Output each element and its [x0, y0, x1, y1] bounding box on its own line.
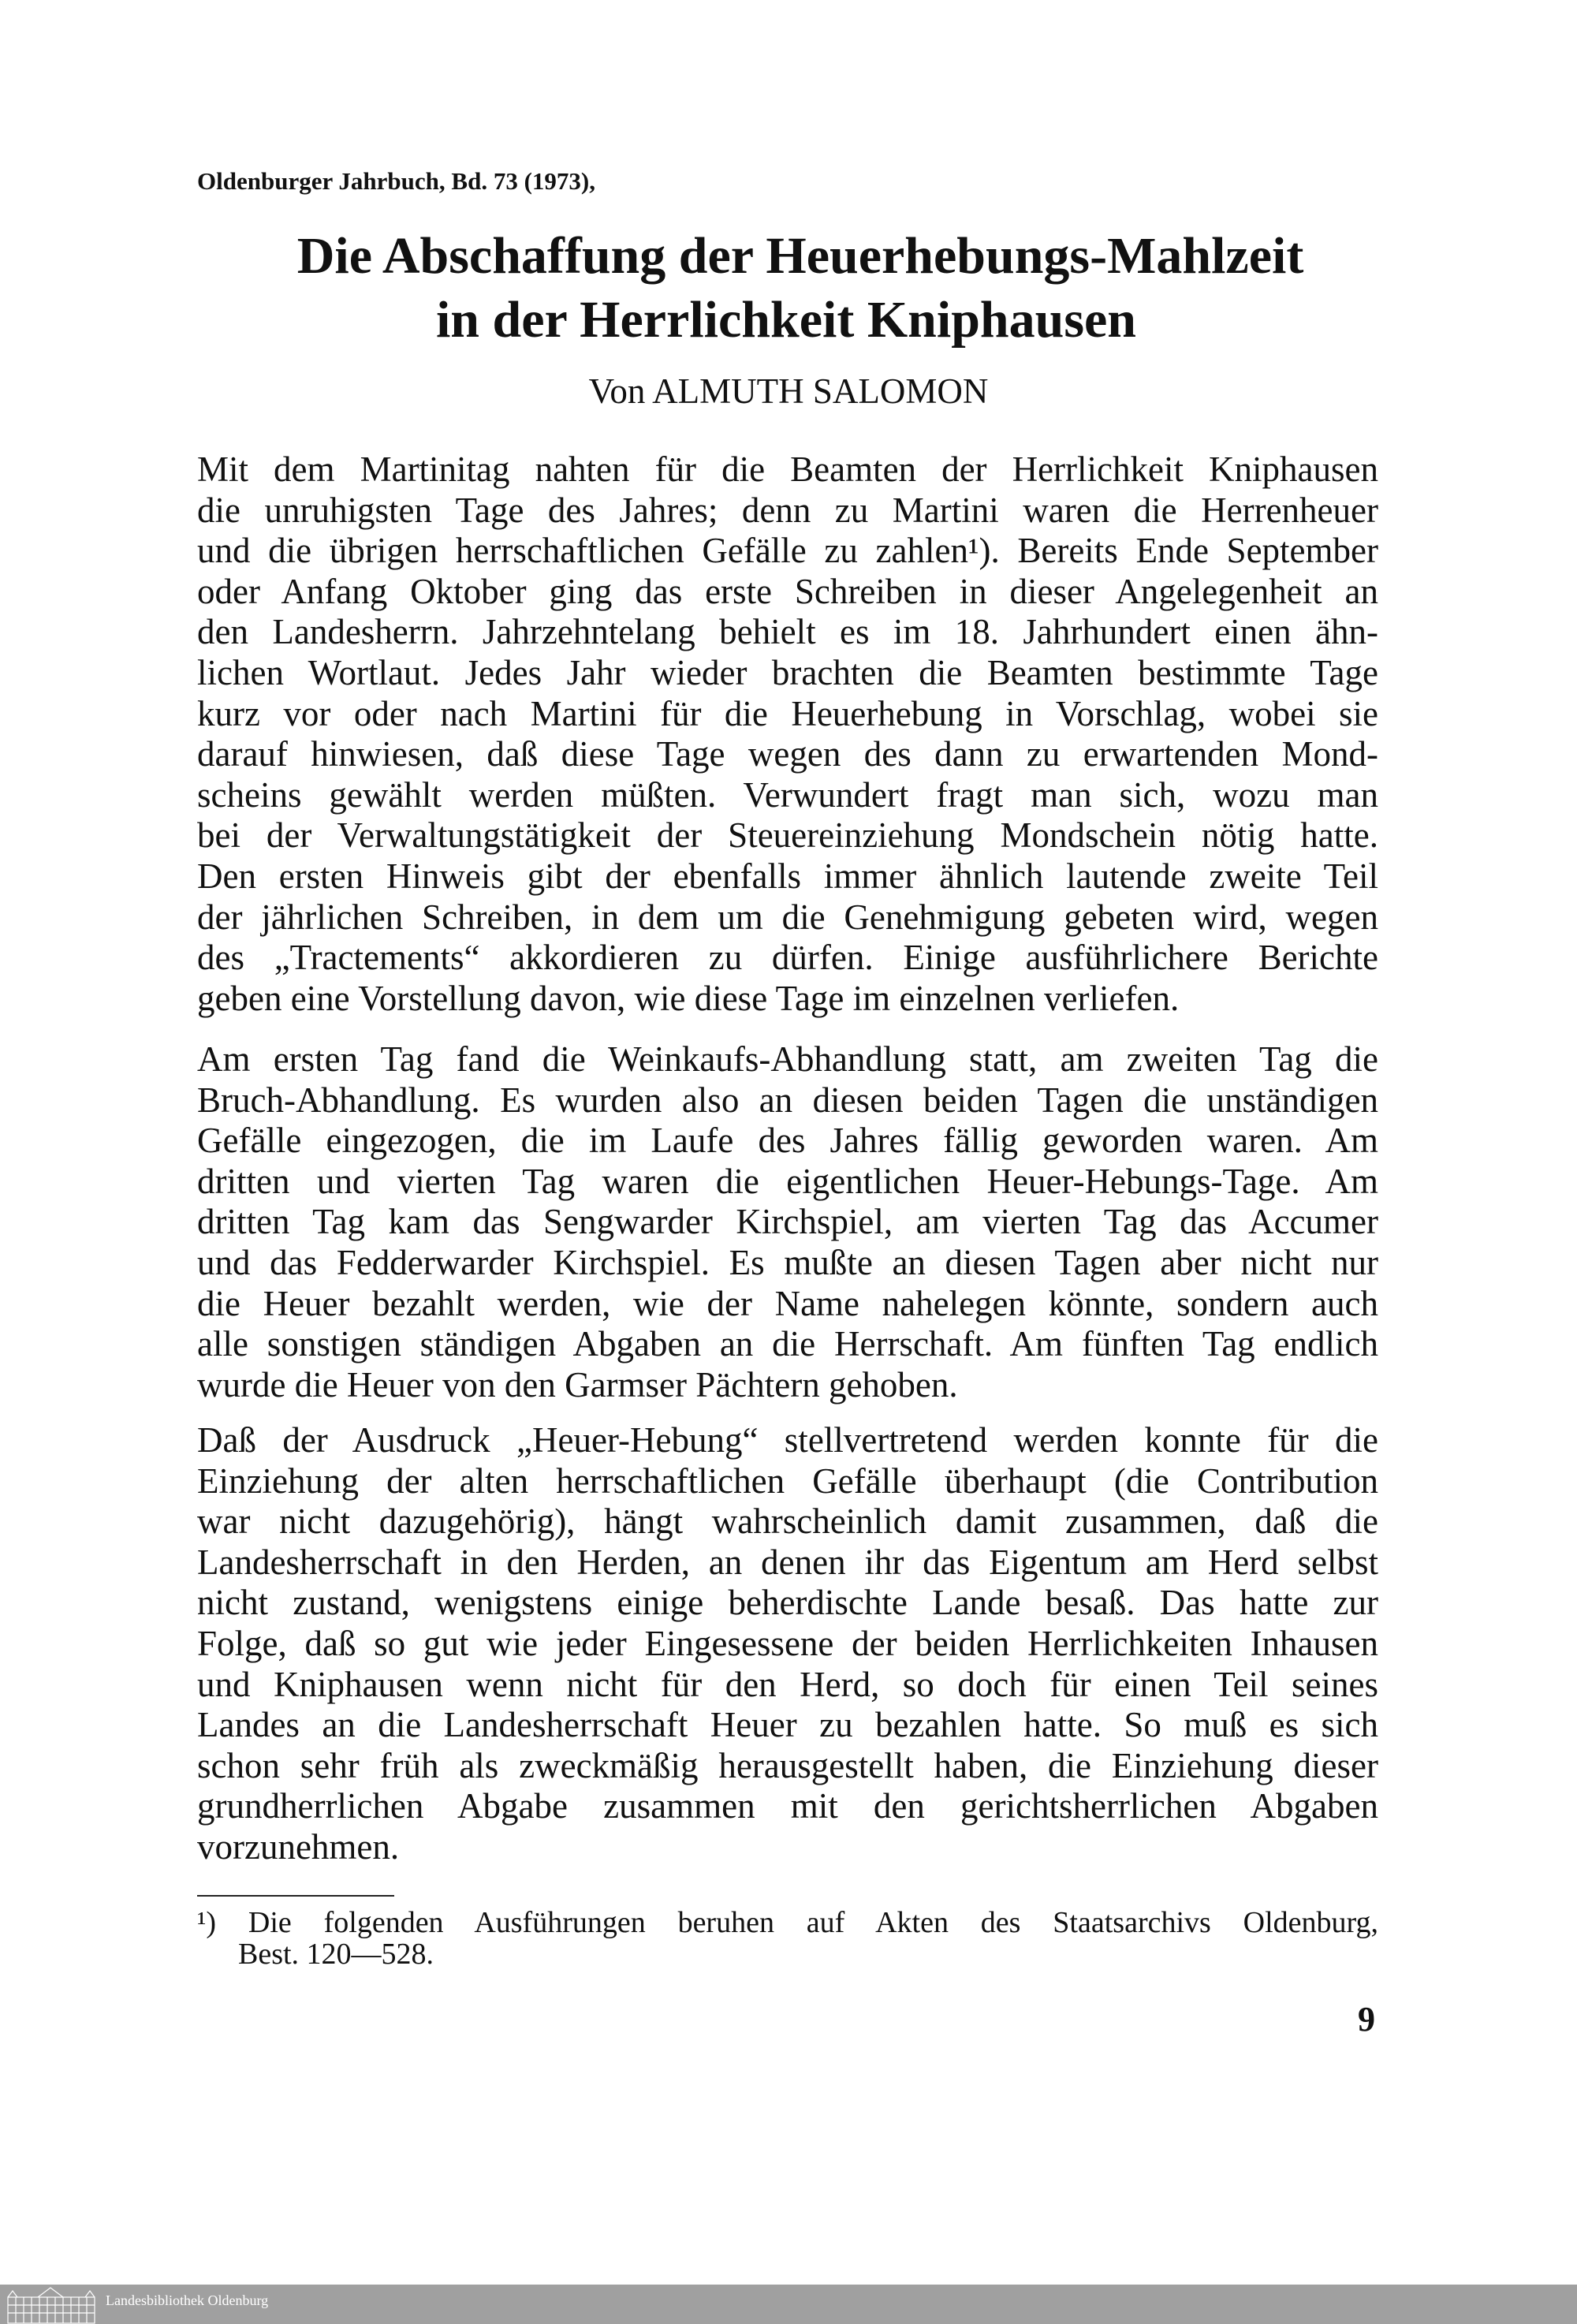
text-line: scheins gewählt werden müßten. Verwundert fragt man sich, wozu man	[197, 774, 1378, 815]
text-line: Daß der Ausdruck „Heuer-Hebung“ stellvertretend werden konnte für die	[197, 1420, 1378, 1460]
text-line: wurde die Heuer von den Garmser Pächtern gehoben.	[197, 1364, 958, 1404]
author-byline: Von ALMUTH SALOMON	[588, 371, 989, 411]
text-line: Gefälle eingezogen, die im Laufe des Jahres fällig geworden waren. Am	[197, 1121, 1378, 1161]
journal-citation: Oldenburger Jahrbuch, Bd. 73 (1973),	[197, 167, 595, 195]
text-line: die unruhigsten Tage des Jahres; denn zu Martini waren die Herrenheuer	[197, 490, 1378, 530]
text-line: war nicht dazugehörig), hängt wahrscheinlich damit zusammen, daß die	[197, 1501, 1378, 1542]
footnote-line: ¹) Die folgenden Ausführungen beruhen auf Akten des Staatsarchivs Oldenburg,	[197, 1906, 1378, 1939]
paragraph-3	[197, 1420, 1378, 1868]
text-line: des „Tractements“ akkordieren zu dürfen. Einige ausführlichere Berichte	[197, 938, 1378, 978]
text-line: kurz vor oder nach Martini für die Heuerhebung in Vorschlag, wobei sie	[197, 693, 1378, 733]
text-line: bei der Verwaltungstätigkeit der Steuereinziehung Mondschein nötig hatte.	[197, 815, 1378, 856]
page-number: 9	[1358, 2000, 1375, 2039]
text-line: Den ersten Hinweis gibt der ebenfalls immer ähnlich lautende zweite Teil	[197, 856, 1378, 896]
text-line: Landes an die Landesherrschaft Heuer zu bezahlen hatte. So muß es sich	[197, 1705, 1378, 1745]
text-line: geben eine Vorstellung davon, wie diese Tage im einzelnen verliefen.	[197, 978, 1180, 1018]
text-line: dritten Tag kam das Sengwarder Kirchspiel, am vierten Tag das Accumer	[197, 1202, 1378, 1242]
text-line: Einziehung der alten herrschaftlichen Gefälle überhaupt (die Contribution	[197, 1460, 1378, 1501]
paragraph-2	[197, 1039, 1378, 1405]
text-line: Mit dem Martinitag nahten für die Beamten der Herrlichkeit Kniphausen	[197, 450, 1378, 489]
text-line: und Kniphausen wenn nicht für den Herd, so doch für einen Teil seines	[197, 1664, 1378, 1704]
footnote-line: Best. 120—528.	[238, 1938, 434, 1971]
footnote-divider	[197, 1895, 394, 1897]
library-building-logo-icon	[6, 2286, 98, 2324]
text-line: die Heuer bezahlt werden, wie der Name nahelegen könnte, sondern auch	[197, 1283, 1378, 1323]
text-line: grundherrlichen Abgabe zusammen mit den gerichtsherrlichen Abgaben	[197, 1786, 1378, 1826]
paragraph-1	[197, 450, 1378, 1019]
library-footer-bar	[0, 2285, 1577, 2324]
text-line: schon sehr früh als zweckmäßig herausgestellt haben, die Einziehung dieser	[197, 1745, 1378, 1785]
text-line: den Landesherrn. Jahrzehntelang behielt es im 18. Jahrhundert einen ähn-	[197, 612, 1378, 652]
text-line: nicht zustand, wenigstens einige beherdischte Lande besaß. Das hatte zur	[197, 1583, 1378, 1623]
text-line: oder Anfang Oktober ging das erste Schreiben in dieser Angelegenheit an	[197, 571, 1378, 611]
text-line: Folge, daß so gut wie jeder Eingesessene der beiden Herrlichkeiten Inhausen	[197, 1623, 1378, 1663]
footnote	[197, 1907, 1378, 1970]
text-line: Bruch-Abhandlung. Es wurden also an diesen beiden Tagen die unständigen	[197, 1080, 1378, 1120]
text-line: vorzunehmen.	[197, 1826, 400, 1867]
text-line: darauf hinwiesen, daß diese Tage wegen des dann zu erwartenden Mond-	[197, 734, 1378, 774]
text-line: und die übrigen herrschaftlichen Gefälle zu zahlen¹). Bereits Ende September	[197, 531, 1378, 571]
text-line: und das Fedderwarder Kirchspiel. Es mußte an diesen Tagen aber nicht nur	[197, 1242, 1378, 1282]
article-title-line-1: Die Abschaffung der Heuerhebungs-Mahlzeit	[296, 227, 1304, 285]
text-line: der jährlichen Schreiben, in dem um die Genehmigung gebeten wird, wegen	[197, 897, 1378, 937]
text-line: alle sonstigen ständigen Abgaben an die Herrschaft. Am fünften Tag endlich	[197, 1324, 1378, 1364]
text-line: Am ersten Tag fand die Weinkaufs-Abhandlung statt, am zweiten Tag die	[197, 1039, 1378, 1079]
library-name: Landesbibliothek Oldenburg	[106, 2292, 269, 2308]
text-line: dritten und vierten Tag waren die eigentlichen Heuer-Hebungs-Tage. Am	[197, 1161, 1378, 1201]
article-title-line-2: in der Herrlichkeit Kniphausen	[435, 291, 1137, 349]
text-line: lichen Wortlaut. Jedes Jahr wieder brachten die Beamten bestimmte Tage	[197, 652, 1378, 692]
text-line: Landesherrschaft in den Herden, an denen ihr das Eigentum am Herd selbst	[197, 1542, 1378, 1582]
